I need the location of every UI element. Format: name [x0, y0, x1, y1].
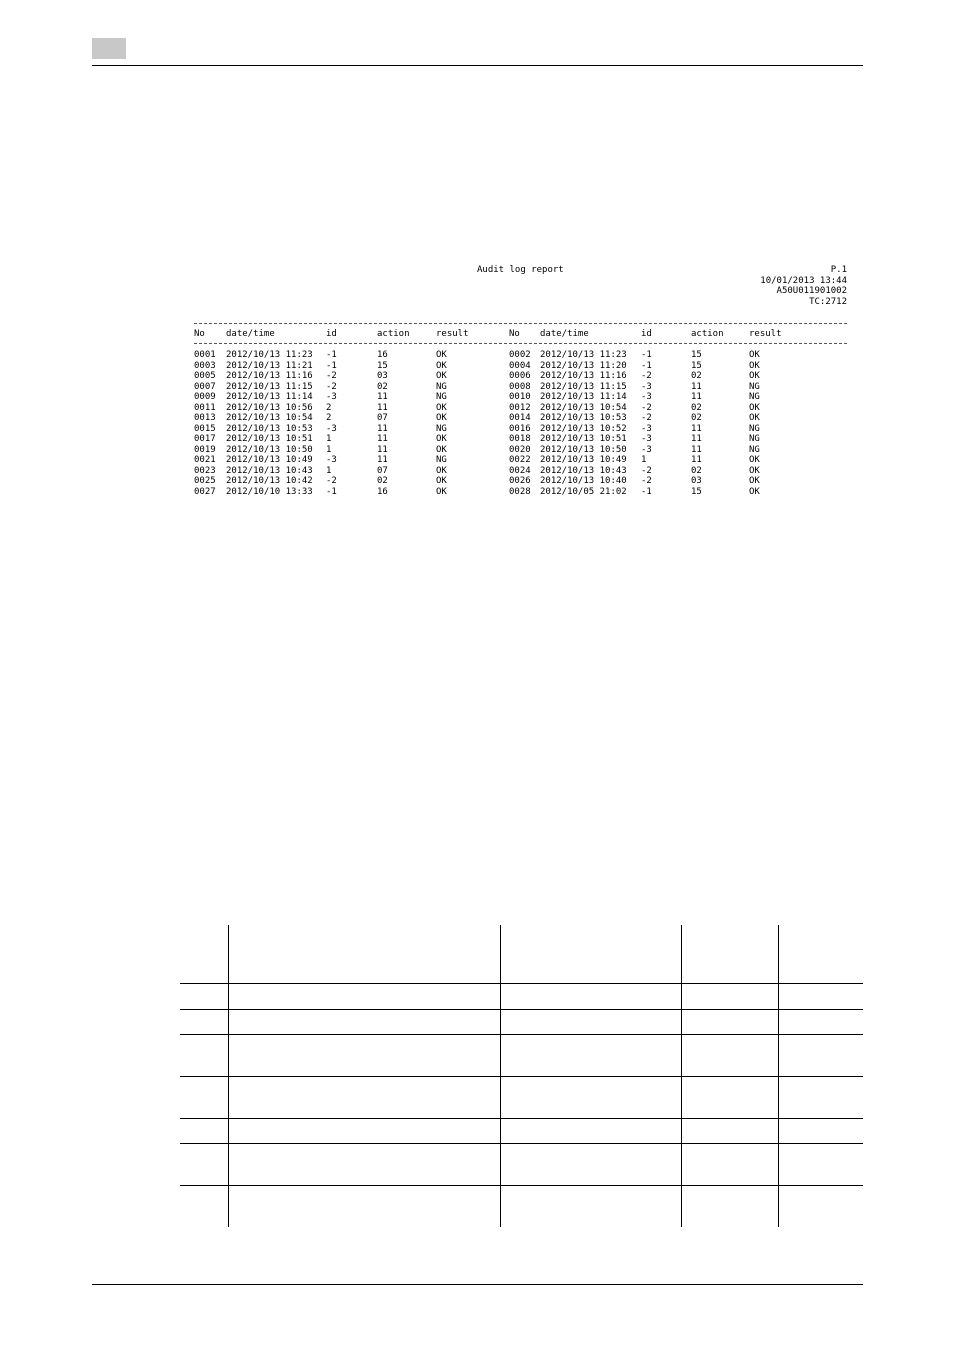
log-datetime: 2012/10/13 10:54	[226, 413, 313, 423]
log-no: 0017	[194, 434, 216, 444]
log-result: OK	[749, 486, 760, 497]
col-header-no: No	[509, 329, 520, 339]
col-header-action: action	[691, 329, 724, 339]
log-action: 11	[377, 423, 388, 434]
log-datetime: 2012/10/13 11:21	[226, 360, 313, 371]
log-action: 11	[691, 455, 702, 465]
log-no: 0011	[194, 402, 216, 413]
log-action: 15	[691, 360, 702, 371]
log-no: 0016	[509, 423, 531, 434]
log-id: -3	[641, 392, 652, 402]
table-row	[180, 445, 860, 456]
table-row-divider	[180, 1185, 863, 1186]
log-id: -1	[326, 486, 337, 497]
log-action: 16	[377, 486, 388, 497]
log-result: NG	[749, 392, 760, 402]
report-datetime: 10/01/2013 13:44	[760, 275, 847, 286]
log-result: OK	[749, 465, 760, 476]
log-id: -3	[326, 423, 337, 434]
table-row	[180, 434, 860, 445]
log-datetime: 2012/10/13 10:54	[540, 402, 627, 413]
log-datetime: 2012/10/13 10:49	[540, 455, 627, 465]
log-datetime: 2012/10/13 10:43	[540, 465, 627, 476]
log-result: OK	[436, 360, 447, 371]
log-id: 1	[326, 444, 332, 455]
log-result: NG	[436, 455, 447, 465]
log-result: OK	[436, 465, 447, 476]
log-id: -2	[641, 476, 652, 486]
log-action: 07	[377, 465, 388, 476]
report-title: Audit log report	[477, 265, 564, 275]
log-id: 1	[326, 434, 332, 444]
log-result: NG	[436, 392, 447, 402]
log-datetime: 2012/10/13 10:52	[540, 423, 627, 434]
footer-divider	[92, 1284, 863, 1285]
log-action: 03	[691, 476, 702, 486]
table-row-divider	[180, 1009, 863, 1010]
log-datetime: 2012/10/13 10:42	[226, 476, 313, 486]
log-id: 2	[326, 413, 332, 423]
log-action: 15	[691, 486, 702, 497]
log-id: -1	[641, 350, 652, 360]
log-result: OK	[436, 402, 447, 413]
log-no: 0025	[194, 476, 216, 486]
table-row	[180, 392, 860, 403]
log-id: -3	[641, 381, 652, 392]
log-no: 0006	[509, 371, 531, 381]
log-datetime: 2012/10/13 10:43	[226, 465, 313, 476]
log-datetime: 2012/10/13 10:51	[226, 434, 313, 444]
log-result: OK	[749, 371, 760, 381]
log-action: 02	[377, 381, 388, 392]
log-action: 02	[691, 413, 702, 423]
log-id: 2	[326, 402, 332, 413]
log-no: 0019	[194, 444, 216, 455]
log-action: 07	[377, 413, 388, 423]
log-no: 0002	[509, 350, 531, 360]
log-id: -2	[641, 465, 652, 476]
column-headers	[180, 329, 860, 341]
log-result: OK	[436, 486, 447, 497]
audit-log-report	[180, 255, 860, 510]
log-action: 02	[377, 476, 388, 486]
log-no: 0018	[509, 434, 531, 444]
log-id: -3	[326, 392, 337, 402]
log-result: OK	[749, 350, 760, 360]
log-no: 0013	[194, 413, 216, 423]
log-action: 11	[691, 381, 702, 392]
log-datetime: 2012/10/05 21:02	[540, 486, 627, 497]
log-datetime: 2012/10/13 10:53	[540, 413, 627, 423]
log-result: NG	[436, 423, 447, 434]
log-result: OK	[436, 371, 447, 381]
log-datetime: 2012/10/13 10:50	[226, 444, 313, 455]
log-id: -1	[641, 486, 652, 497]
log-datetime: 2012/10/13 10:53	[226, 423, 313, 434]
log-datetime: 2012/10/13 11:16	[540, 371, 627, 381]
log-result: OK	[436, 434, 447, 444]
log-result: OK	[749, 360, 760, 371]
log-id: -2	[641, 402, 652, 413]
log-no: 0001	[194, 350, 216, 360]
log-id: -2	[326, 371, 337, 381]
log-action: 11	[377, 455, 388, 465]
col-header-result: result	[436, 329, 469, 339]
table-row	[180, 403, 860, 414]
log-rows	[180, 350, 860, 497]
col-header-id: id	[326, 329, 337, 339]
log-datetime: 2012/10/13 10:51	[540, 434, 627, 444]
log-result: OK	[749, 476, 760, 486]
log-action: 02	[691, 465, 702, 476]
log-datetime: 2012/10/13 11:23	[540, 350, 627, 360]
table-row-divider	[180, 1034, 863, 1035]
col-header-datetime: date/time	[540, 329, 589, 339]
log-action: 11	[377, 434, 388, 444]
log-no: 0010	[509, 392, 531, 402]
table-row	[180, 361, 860, 372]
report-tc: TC:2712	[809, 296, 847, 307]
log-id: 1	[641, 455, 647, 465]
log-id: -3	[641, 434, 652, 444]
log-datetime: 2012/10/13 11:15	[226, 381, 313, 392]
log-action: 11	[377, 392, 388, 402]
log-datetime: 2012/10/13 10:56	[226, 402, 313, 413]
col-header-no: No	[194, 329, 205, 339]
log-id: -3	[326, 455, 337, 465]
log-result: NG	[749, 381, 760, 392]
log-action: 11	[377, 402, 388, 413]
log-id: -2	[641, 413, 652, 423]
log-no: 0026	[509, 476, 531, 486]
log-action: 11	[691, 423, 702, 434]
log-datetime: 2012/10/13 11:15	[540, 381, 627, 392]
dashed-divider-top	[194, 323, 847, 324]
log-no: 0027	[194, 486, 216, 497]
log-result: OK	[436, 476, 447, 486]
dashed-divider-bottom	[194, 343, 847, 344]
log-no: 0021	[194, 455, 216, 465]
log-no: 0015	[194, 423, 216, 434]
log-no: 0004	[509, 360, 531, 371]
log-datetime: 2012/10/13 10:40	[540, 476, 627, 486]
log-no: 0020	[509, 444, 531, 455]
log-no: 0012	[509, 402, 531, 413]
table-row	[180, 476, 860, 487]
table-row	[180, 382, 860, 393]
log-no: 0028	[509, 486, 531, 497]
empty-table	[180, 925, 863, 1227]
log-result: OK	[749, 455, 760, 465]
log-action: 15	[691, 350, 702, 360]
table-row	[180, 350, 860, 361]
table-row	[180, 424, 860, 435]
log-datetime: 2012/10/13 10:49	[226, 455, 313, 465]
log-no: 0024	[509, 465, 531, 476]
log-action: 11	[691, 444, 702, 455]
table-row-divider	[180, 1076, 863, 1077]
log-id: -1	[326, 360, 337, 371]
log-result: OK	[436, 413, 447, 423]
log-id: -1	[326, 350, 337, 360]
log-result: OK	[436, 350, 447, 360]
log-action: 11	[377, 444, 388, 455]
header-divider	[92, 65, 863, 66]
table-row	[180, 371, 860, 382]
report-serial: A50U011901002	[776, 286, 847, 296]
table-row	[180, 413, 860, 424]
table-row	[180, 455, 860, 466]
log-no: 0005	[194, 371, 216, 381]
log-id: -2	[326, 381, 337, 392]
log-result: OK	[749, 402, 760, 413]
log-id: 1	[326, 465, 332, 476]
log-action: 15	[377, 360, 388, 371]
log-result: NG	[749, 444, 760, 455]
table-row-divider	[180, 1143, 863, 1144]
log-action: 11	[691, 434, 702, 444]
log-result: NG	[749, 434, 760, 444]
log-action: 16	[377, 350, 388, 360]
log-result: OK	[436, 444, 447, 455]
col-header-action: action	[377, 329, 410, 339]
report-page: P.1	[830, 265, 847, 275]
log-result: NG	[436, 381, 447, 392]
log-no: 0003	[194, 360, 216, 371]
table-row-divider	[180, 1118, 863, 1119]
log-datetime: 2012/10/13 11:14	[226, 392, 313, 402]
log-action: 11	[691, 392, 702, 402]
log-no: 0009	[194, 392, 216, 402]
log-datetime: 2012/10/13 11:20	[540, 360, 627, 371]
log-result: OK	[749, 413, 760, 423]
log-action: 03	[377, 371, 388, 381]
col-header-result: result	[749, 329, 782, 339]
log-no: 0023	[194, 465, 216, 476]
log-datetime: 2012/10/13 11:14	[540, 392, 627, 402]
log-action: 02	[691, 371, 702, 381]
col-header-datetime: date/time	[226, 329, 275, 339]
log-no: 0008	[509, 381, 531, 392]
log-id: -3	[641, 423, 652, 434]
log-no: 0007	[194, 381, 216, 392]
log-datetime: 2012/10/13 11:23	[226, 350, 313, 360]
log-action: 02	[691, 402, 702, 413]
report-meta	[760, 265, 847, 307]
log-result: NG	[749, 423, 760, 434]
log-no: 0022	[509, 455, 531, 465]
table-row-divider	[180, 983, 863, 984]
log-no: 0014	[509, 413, 531, 423]
log-datetime: 2012/10/13 11:16	[226, 371, 313, 381]
log-id: -1	[641, 360, 652, 371]
log-datetime: 2012/10/13 10:50	[540, 444, 627, 455]
log-id: -3	[641, 444, 652, 455]
log-id: -2	[641, 371, 652, 381]
log-id: -2	[326, 476, 337, 486]
table-row	[180, 466, 860, 477]
col-header-id: id	[641, 329, 652, 339]
table-row	[180, 487, 860, 498]
log-datetime: 2012/10/10 13:33	[226, 486, 313, 497]
chapter-marker	[92, 38, 126, 59]
